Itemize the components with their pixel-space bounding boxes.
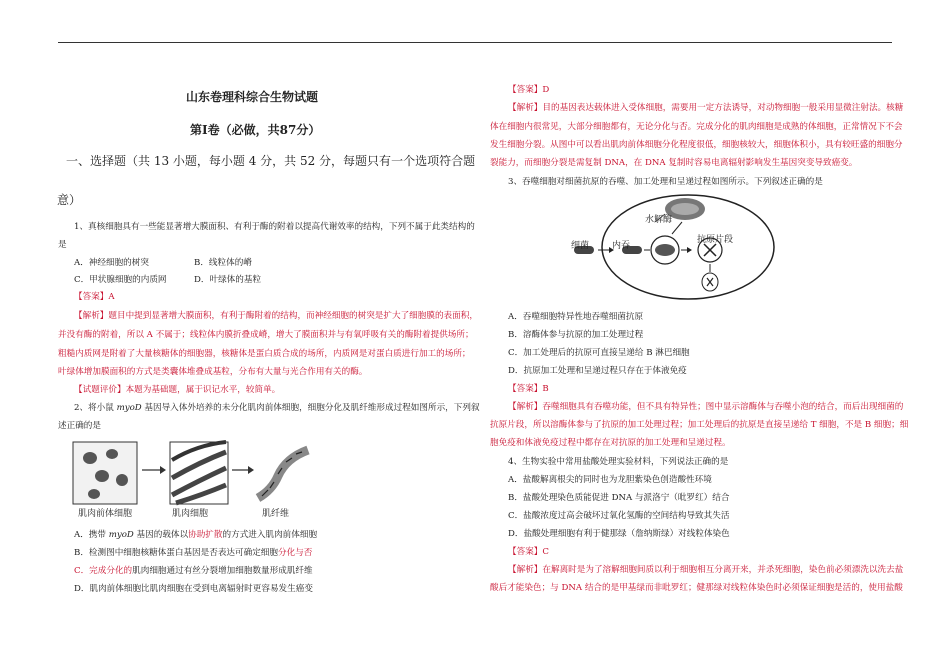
page-title: 山东卷理科综合生物试题 — [186, 90, 319, 104]
q4-analysis: 【解析】在解离时是为了溶解细胞间质以利于细胞相互分离开来，并杀死细胞，染色前必须漂洗以洗去盐 — [508, 565, 904, 575]
q1-option-d: D．叶绿体的基粒 — [194, 275, 262, 285]
q1-stem-cont: 是 — [58, 240, 67, 250]
muscle-fiber — [258, 450, 308, 498]
q2-option-b: B．检测图中细胞核糖体蛋白基因是否表达可确定细胞分化与否 — [74, 548, 313, 558]
q2-analysis: 体在细胞内很常见，大部分细胞都有，无论分化与否。完成分化的肌肉细胞是成熟的体细胞，正常情况下不会 — [490, 122, 903, 132]
precursor-cell — [106, 449, 118, 459]
arrow-head — [248, 466, 254, 474]
arrow-head — [160, 466, 166, 474]
fig-label-fiber: 肌纤维 — [262, 509, 290, 519]
q2-analysis: 发生细胞分裂。从图中可以看出肌肉前体细胞分化程度很低，细胞核较大，细胞体积小，具有较旺盛的细胞分 — [490, 140, 903, 150]
lysosome-inner — [671, 203, 699, 215]
precursor-cell — [88, 489, 100, 499]
q1-analysis: 【解析】题目中提到显著增大膜面积，有利于酶附着的结构，而神经细胞的树突是扩大了细胞膜的表面积， — [74, 311, 478, 321]
fig-label-precursor: 肌肉前体细胞 — [78, 509, 133, 519]
fig-label-muscle-cell: 肌肉细胞 — [172, 509, 209, 519]
q4-option-d: D．盐酸处理细胞有利于健那绿（詹纳斯绿）对线粒体染色 — [508, 529, 730, 539]
q1-review: 【试题评价】本题为基础题，属于识记水平，较简单。 — [74, 385, 281, 395]
q1-analysis: 粗糙内质网是附着了大量核糖体的细胞器，核糖体是蛋白质合成的场所，内质网是对蛋白质进行加工的场所； — [58, 349, 471, 359]
q3-option-d: D．抗原加工处理和呈递过程只存在于体液免疫 — [508, 366, 687, 376]
q1-analysis: 叶绿体增加膜面积的方式是类囊体堆叠成基粒，分布有大量与光合作用有关的酶。 — [58, 367, 368, 377]
header-rule — [58, 42, 892, 43]
q3-analysis: 【解析】吞噬细胞具有吞噬功能，但不具有特异性；图中显示溶酶体与吞噬小泡的结合，而后出现细菌的 — [508, 402, 904, 412]
q2-analysis: 裂能力，而细胞分裂是需复制 DNA，在 DNA 复制时容易电离辐射影响发生基因突变导致癌变。 — [490, 158, 858, 168]
q2-answer: 【答案】D — [508, 85, 550, 95]
q2-stem-cont: 述正确的是 — [58, 421, 101, 431]
q1-stem: 1、真核细胞具有一些能显著增大膜面积、有利于酶的附着以提高代谢效率的结构，下列不属于此类结构的 — [74, 222, 475, 232]
precursor-cell — [116, 474, 128, 486]
q3-analysis: 胞免疫和体液免疫过程中都存在对抗原的加工处理和呈递过程。 — [490, 438, 731, 448]
label-bacteria: 细菌 — [571, 241, 590, 251]
precursor-cell — [95, 470, 109, 482]
q4-answer: 【答案】C — [508, 547, 549, 557]
phagosome-bacterium — [655, 244, 675, 256]
q2-option-d: D．肌肉前体细胞比肌肉细胞在受到电离辐射时更容易发生癌变 — [74, 584, 313, 594]
q4-option-a: A．盐酸解离根尖的同时也为龙胆紫染色创造酸性环境 — [508, 475, 712, 485]
q2-option-c: C．完成分化的肌肉细胞通过有丝分裂增加细胞数量形成肌纤维 — [74, 566, 313, 576]
q2-analysis: 【解析】目的基因表达载体进入受体细胞，需要用一定方法诱导，对动物细胞一般采用显微注射法。核糖 — [508, 103, 904, 113]
q3-figure — [570, 192, 780, 304]
q3-stem: 3、吞噬细胞对细菌抗原的吞噬、加工处理和呈递过程如图所示。下列叙述正确的是 — [508, 177, 823, 187]
q3-option-a: A．吞噬细胞特异性地吞噬细菌抗原 — [508, 312, 644, 322]
label-endocytosis: 内吞 — [612, 241, 631, 251]
q3-option-b: B．溶酶体参与抗原的加工处理过程 — [508, 330, 644, 340]
section-heading-cont: 意） — [57, 193, 82, 207]
q1-option-c: C．甲状腺细胞的内质网 — [74, 275, 167, 285]
q1-answer: 【答案】A — [74, 292, 115, 302]
q3-option-c: C．加工处理后的抗原可直接呈递给 B 淋巴细胞 — [508, 348, 690, 358]
q4-option-c: C．盐酸浓度过高会破坏过氧化氢酶的空间结构导致其失活 — [508, 511, 730, 521]
part-heading: 第Ⅰ卷（必做，共87分） — [190, 123, 321, 137]
q2-option-a: A．携带 myoD 基因的载体以协助扩散的方式进入肌肉前体细胞 — [74, 530, 318, 540]
precursor-cell — [83, 452, 97, 464]
q1-option-b: B．线粒体的嵴 — [194, 258, 252, 268]
q3-answer: 【答案】B — [508, 384, 549, 394]
label-antigen-fragment: 抗原片段 — [697, 235, 734, 245]
q1-analysis: 并没有酶的附着，所以 A 不属于；线粒体内膜折叠成嵴，增大了膜面积并与有氧呼吸有关的酶附着提供场所； — [58, 330, 474, 340]
section-heading: 一、选择题（共 13 小题，每小题 4 分，共 52 分，每题只有一个选项符合题 — [66, 154, 476, 168]
q4-stem: 4、生物实验中常用盐酸处理实验材料，下列说法正确的是 — [508, 457, 729, 467]
label-hydrolase: 水解酶 — [645, 215, 673, 225]
q4-analysis: 酸后才能染色；与 DNA 结合的是甲基绿而非吡罗红；健那绿对线粒体染色时必须保证细胞是活的，使用盐酸 — [490, 583, 903, 593]
q3-analysis: 抗原片段，所以溶酶体参与了抗原的加工处理过程；加工处理后的抗原是直接呈递给 T 细胞，不是 B 细胞；细 — [490, 420, 909, 430]
q2-stem: 2、将小鼠 myoD 基因导入体外培养的未分化肌肉前体细胞，细胞分化及肌纤维形成过程如图所示，下列叙 — [74, 403, 480, 413]
q4-option-b: B．盐酸处理染色质能促进 DNA 与派洛宁（吡罗红）结合 — [508, 493, 730, 503]
q1-option-a: A．神经细胞的树突 — [74, 258, 149, 268]
